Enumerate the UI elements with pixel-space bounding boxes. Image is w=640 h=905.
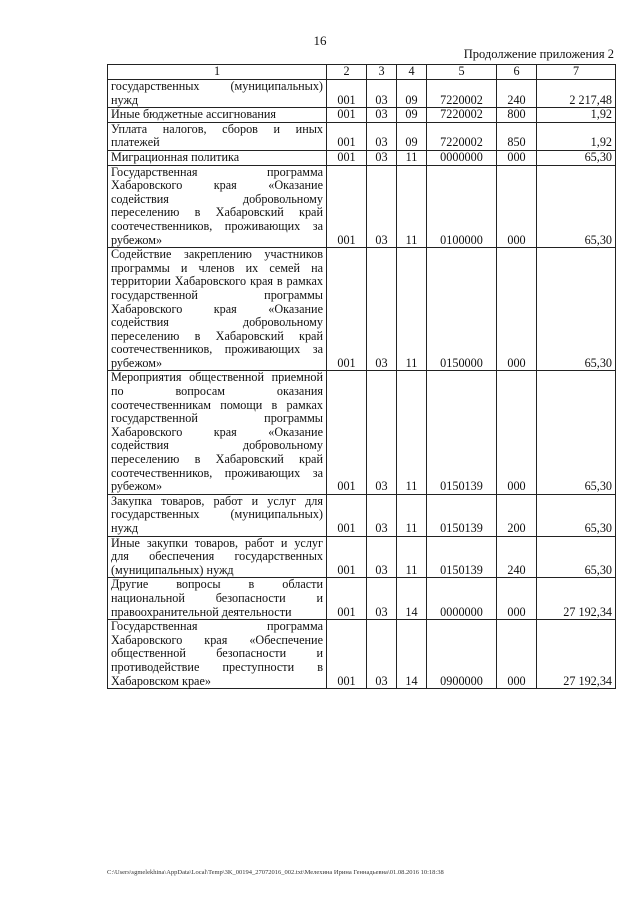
- row-code-5: 0150000: [427, 248, 497, 371]
- footer-file-path: C:\Users\sgmelekhina\AppData\Local\Temp\3K_00194_27072016_002.txt\Мелехина Ирина Геннадьевна\01.08.2016 10:18:38: [107, 869, 444, 876]
- row-code-3: 03: [367, 371, 397, 494]
- row-code-6: 800: [497, 108, 537, 123]
- row-code-3: 03: [367, 620, 397, 689]
- row-code-5: 0150139: [427, 536, 497, 578]
- table-header-row: [108, 65, 616, 80]
- row-code-3: 03: [367, 150, 397, 165]
- row-code-2: 001: [327, 371, 367, 494]
- row-code-4: 09: [397, 108, 427, 123]
- row-amount: 65,30: [537, 371, 616, 494]
- row-code-6: 240: [497, 80, 537, 108]
- row-code-3: 03: [367, 248, 397, 371]
- row-code-2: 001: [327, 494, 367, 536]
- row-code-5: 0100000: [427, 165, 497, 248]
- table-row: [108, 165, 616, 248]
- row-code-4: 11: [397, 150, 427, 165]
- row-amount: 65,30: [537, 536, 616, 578]
- row-name: Государственная программа Хабаровского края «Оказание содействия добровольному переселению в Хабаровский край соотечественников, проживающих за рубежом»: [108, 165, 327, 248]
- column-header-5: 5: [427, 65, 497, 80]
- row-name: Миграционная политика: [108, 150, 327, 165]
- row-name: Иные бюджетные ассигнования: [108, 108, 327, 123]
- table-row: [108, 80, 616, 108]
- row-code-6: 000: [497, 248, 537, 371]
- row-code-4: 14: [397, 578, 427, 620]
- row-amount: 65,30: [537, 248, 616, 371]
- row-code-3: 03: [367, 108, 397, 123]
- row-name: Государственная программа Хабаровского края «Обеспечение общественной безопасности и противодействие преступности в Хабаровском крае»: [108, 620, 327, 689]
- row-amount: 27 192,34: [537, 578, 616, 620]
- row-code-4: 11: [397, 371, 427, 494]
- row-code-6: 000: [497, 165, 537, 248]
- row-code-4: 11: [397, 494, 427, 536]
- row-amount: 65,30: [537, 165, 616, 248]
- row-code-2: 001: [327, 536, 367, 578]
- row-code-5: 0000000: [427, 150, 497, 165]
- row-code-4: 09: [397, 80, 427, 108]
- row-code-6: 000: [497, 578, 537, 620]
- table-row: [108, 108, 616, 123]
- table-row: [108, 248, 616, 371]
- row-code-6: 240: [497, 536, 537, 578]
- row-code-4: 14: [397, 620, 427, 689]
- row-code-6: 850: [497, 122, 537, 150]
- row-code-2: 001: [327, 578, 367, 620]
- row-code-3: 03: [367, 122, 397, 150]
- column-header-4: 4: [397, 65, 427, 80]
- row-code-3: 03: [367, 578, 397, 620]
- continuation-label: Продолжение приложения 2: [463, 47, 614, 61]
- row-name: Другие вопросы в области национальной безопасности и правоохранительной деятельности: [108, 578, 327, 620]
- budget-table: [107, 64, 616, 689]
- table-row: [108, 620, 616, 689]
- column-header-2: 2: [327, 65, 367, 80]
- row-code-3: 03: [367, 165, 397, 248]
- row-code-2: 001: [327, 122, 367, 150]
- row-name: Содействие закреплению участников программы и членов их семей на территории Хабаровского края в рамках государственной программы Хабаровского края «Оказание содействия добровольному переселению в Хабаровский край соотечественников, проживающих за рубежом»: [108, 248, 327, 371]
- column-header-7: 7: [537, 65, 616, 80]
- column-header-3: 3: [367, 65, 397, 80]
- row-code-2: 001: [327, 620, 367, 689]
- row-code-5: 0150139: [427, 494, 497, 536]
- row-amount: 65,30: [537, 150, 616, 165]
- row-code-3: 03: [367, 494, 397, 536]
- row-amount: 27 192,34: [537, 620, 616, 689]
- row-code-6: 000: [497, 150, 537, 165]
- page-number: 16: [313, 33, 327, 48]
- table-row: [108, 371, 616, 494]
- row-name: государственных (муниципальных) нужд: [108, 80, 327, 108]
- row-code-2: 001: [327, 248, 367, 371]
- table-row: [108, 494, 616, 536]
- row-code-4: 09: [397, 122, 427, 150]
- row-code-2: 001: [327, 165, 367, 248]
- row-code-5: 7220002: [427, 80, 497, 108]
- row-code-6: 200: [497, 494, 537, 536]
- row-code-4: 11: [397, 165, 427, 248]
- row-code-5: 0900000: [427, 620, 497, 689]
- row-code-2: 001: [327, 108, 367, 123]
- table-row: [108, 150, 616, 165]
- row-code-4: 11: [397, 248, 427, 371]
- table-row: [108, 578, 616, 620]
- row-code-5: 7220002: [427, 122, 497, 150]
- row-name: Иные закупки товаров, работ и услуг для обеспечения государственных (муниципальных) нужд: [108, 536, 327, 578]
- row-name: Мероприятия общественной приемной по вопросам оказания соотечественникам помощи в рамках государственной программы Хабаровского края «Оказание содействия добровольному переселению в Хабаровский край соотечественников, проживающих за рубежом»: [108, 371, 327, 494]
- row-code-3: 03: [367, 80, 397, 108]
- row-code-3: 03: [367, 536, 397, 578]
- row-code-2: 001: [327, 80, 367, 108]
- row-code-6: 000: [497, 620, 537, 689]
- row-amount: 65,30: [537, 494, 616, 536]
- row-code-6: 000: [497, 371, 537, 494]
- row-code-5: 0150139: [427, 371, 497, 494]
- table-row: [108, 536, 616, 578]
- row-amount: 1,92: [537, 122, 616, 150]
- row-name: Уплата налогов, сборов и иных платежей: [108, 122, 327, 150]
- row-code-5: 7220002: [427, 108, 497, 123]
- row-code-2: 001: [327, 150, 367, 165]
- row-name: Закупка товаров, работ и услуг для государственных (муниципальных) нужд: [108, 494, 327, 536]
- table-row: [108, 122, 616, 150]
- column-header-1: 1: [108, 65, 327, 80]
- row-amount: 1,92: [537, 108, 616, 123]
- row-amount: 2 217,48: [537, 80, 616, 108]
- row-code-4: 11: [397, 536, 427, 578]
- column-header-6: 6: [497, 65, 537, 80]
- row-code-5: 0000000: [427, 578, 497, 620]
